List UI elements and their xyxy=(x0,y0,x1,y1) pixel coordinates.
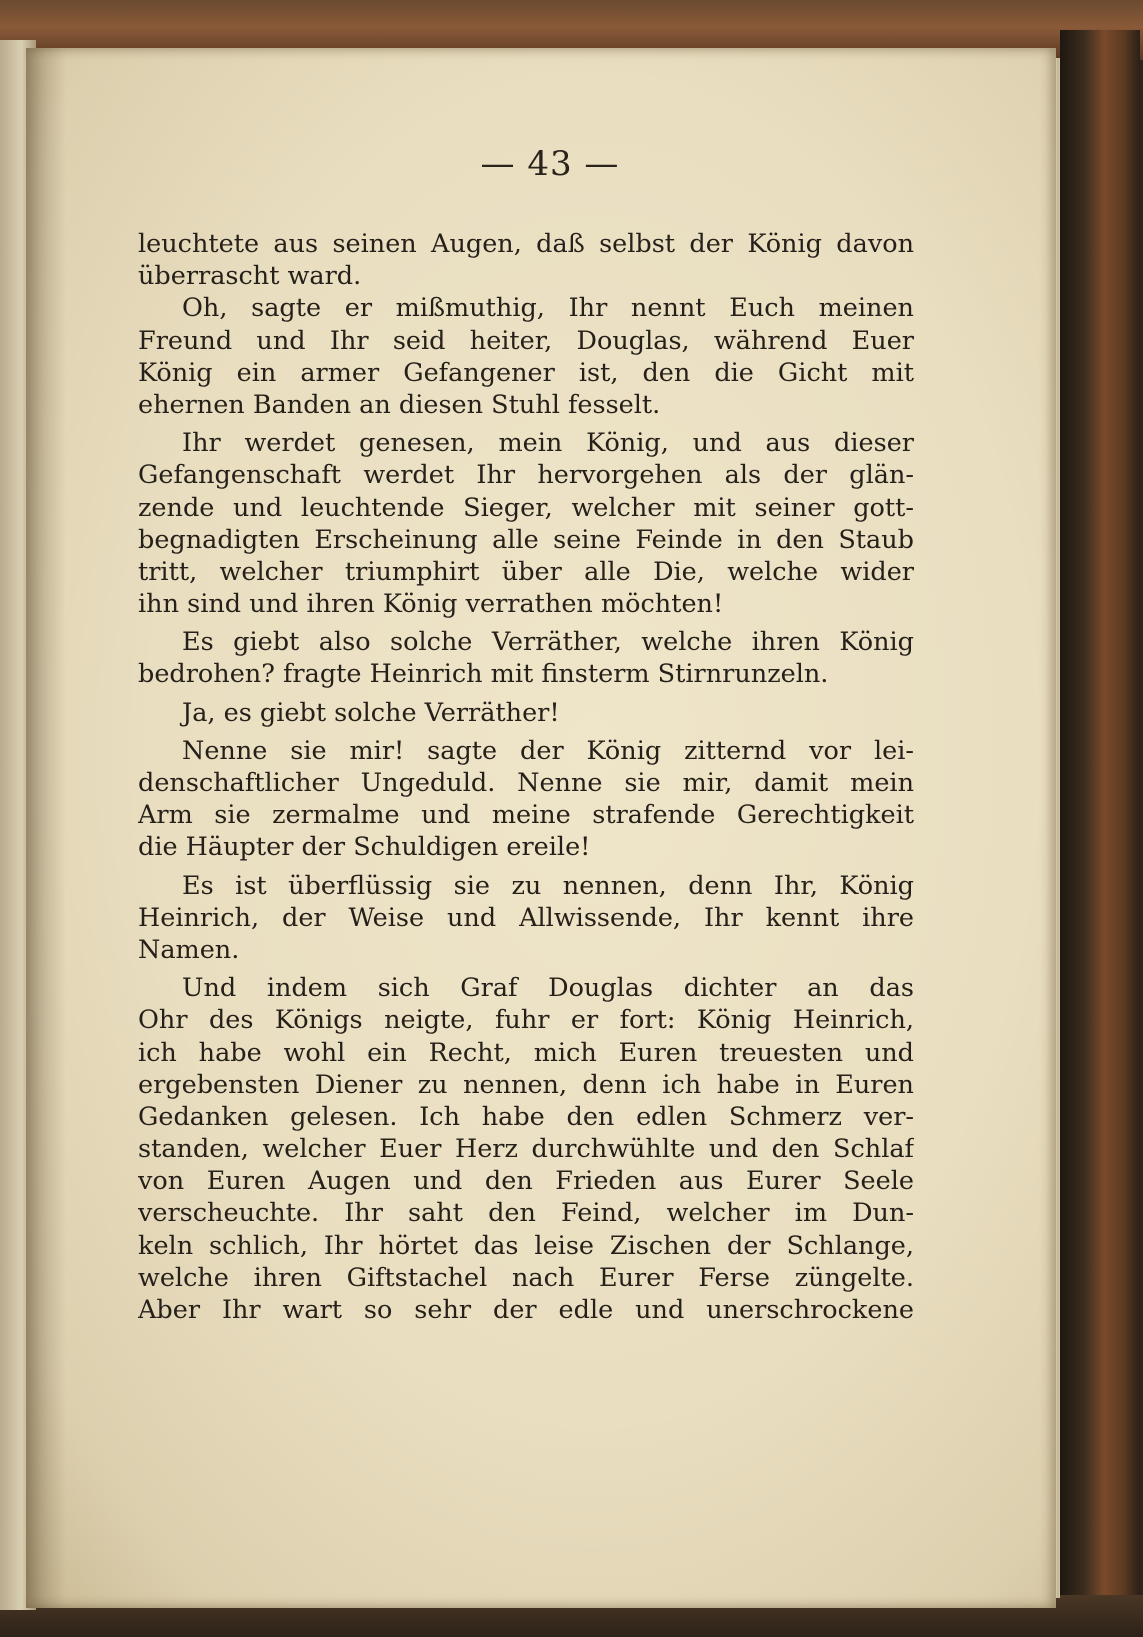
text-line: denschaftlicher Ungeduld. Nenne sie mir, damit mein xyxy=(138,768,914,798)
text-line: ehernen Banden an diesen Stuhl fesselt. xyxy=(138,389,661,420)
text-line: Es giebt also solche Verräther, welche ihren König xyxy=(182,627,914,658)
text-line: Oh, sagte er mißmuthig, Ihr nennt Euch meinen xyxy=(182,293,914,324)
text-line: welche ihren Giftstachel nach Eurer Ferse züngelte. xyxy=(138,1262,914,1293)
text-line: Nenne sie mir! sagte der König zitternd vor lei- xyxy=(182,735,914,766)
text-line: ergebensten Diener zu nennen, denn ich habe in Euren xyxy=(138,1069,914,1100)
text-line: Ohr des Königs neigte, fuhr er fort: König Heinrich, xyxy=(138,1005,914,1036)
text-line: standen, welcher Euer Herz durchwühlte und den Schlaf xyxy=(138,1134,914,1165)
text-line: ich habe wohl ein Recht, mich Euren treuesten und xyxy=(138,1037,914,1068)
text-line: ihn sind und ihren König verrathen möchten! xyxy=(138,589,724,620)
book-spine xyxy=(1060,30,1140,1637)
text-line: keln schlich, Ihr hörtet das leise Zischen der Schlange, xyxy=(138,1230,914,1261)
gutter-shadow xyxy=(26,48,66,1608)
text-line: zende und leuchtende Sieger, welcher mit seiner gott- xyxy=(138,492,914,523)
text-line: König ein armer Gefangener ist, den die Gicht mit xyxy=(138,357,914,388)
page-text xyxy=(138,228,914,1326)
text-line: leuchtete aus seinen Augen, daß selbst der König davon xyxy=(138,229,914,259)
text-line: verscheuchte. Ihr saht den Feind, welcher im Dun- xyxy=(138,1198,914,1229)
text-line: Und indem sich Graf Douglas dichter an das xyxy=(182,973,914,1004)
text-line: Gedanken gelesen. Ich habe den edlen Schmerz ver- xyxy=(138,1101,914,1132)
page-number: — 43 — xyxy=(480,144,620,184)
text-line: Ja, es giebt solche Verräther! xyxy=(182,697,560,728)
text-line: Aber Ihr wart so sehr der edle und unerschrockene xyxy=(138,1295,914,1325)
text-line: Arm sie zermalme und meine strafende Gerechtigkeit xyxy=(138,800,914,831)
text-line: überrascht ward. xyxy=(138,261,362,292)
text-line: die Häupter der Schuldigen ereile! xyxy=(138,832,591,863)
text-line: begnadigten Erscheinung alle seine Feinde in den Staub xyxy=(138,524,914,555)
text-line: Ihr werdet genesen, mein König, und aus dieser xyxy=(182,428,914,459)
text-line: Namen. xyxy=(138,934,240,965)
text-line: bedrohen? fragte Heinrich mit finsterm Stirnrunzeln. xyxy=(138,659,829,690)
text-line: Freund und Ihr seid heiter, Douglas, während Euer xyxy=(138,325,914,356)
text-line: Es ist überflüssig sie zu nennen, denn Ihr, König xyxy=(182,870,914,901)
text-line: tritt, welcher triumphirt über alle Die, welche wider xyxy=(138,556,914,587)
text-line: Heinrich, der Weise und Allwissende, Ihr kennt ihre xyxy=(138,902,914,933)
text-line: von Euren Augen und den Frieden aus Eurer Seele xyxy=(138,1166,914,1197)
text-line: Gefangenschaft werdet Ihr hervorgehen als der glän- xyxy=(138,460,914,491)
